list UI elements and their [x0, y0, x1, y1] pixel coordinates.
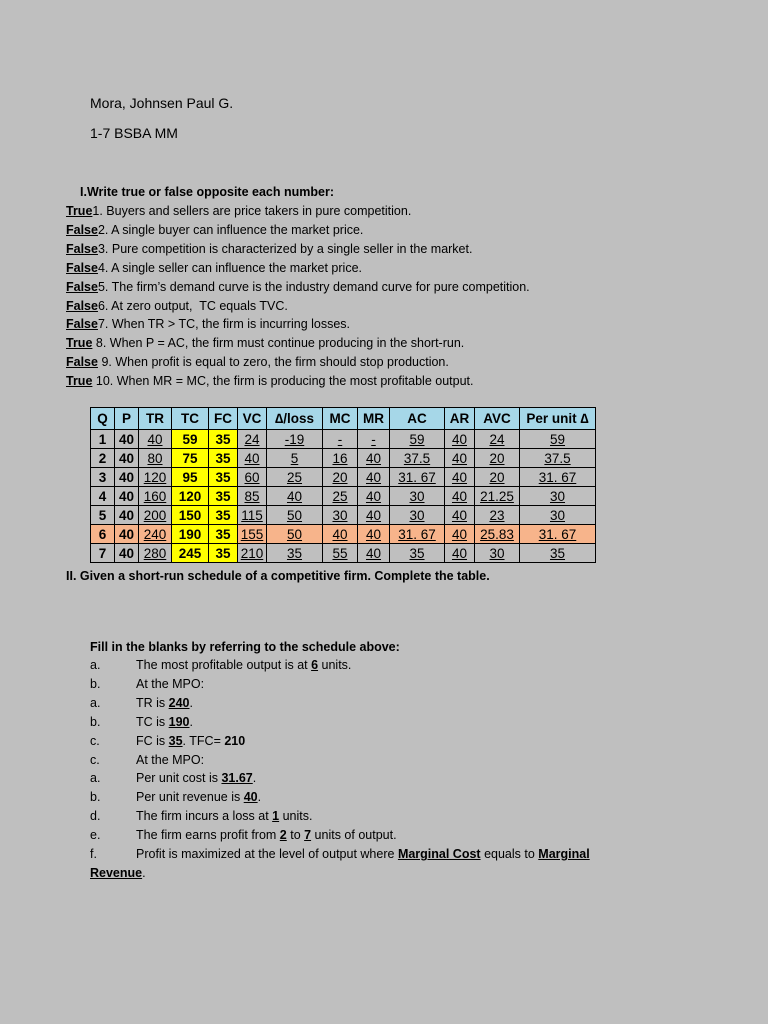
cell-value: 40 [286, 488, 303, 504]
student-section: 1-7 BSBA MM [90, 125, 178, 141]
fill-text: TC is [136, 714, 169, 729]
table-cell [267, 506, 323, 525]
cell-value: 40 [451, 469, 468, 485]
short-run-schedule-table [90, 407, 596, 563]
fill-line-2 [90, 675, 710, 694]
column-header: AC [390, 408, 445, 430]
table-cell [520, 487, 596, 506]
fill-text: equals to [480, 847, 539, 862]
table-cell [475, 487, 520, 506]
table-cell [475, 544, 520, 563]
cell-value: 25 [286, 469, 303, 485]
table-cell [115, 525, 139, 544]
cell-value: 37.5 [544, 450, 571, 466]
fill-line-6 [90, 751, 710, 770]
table-row [91, 468, 596, 487]
table-cell [520, 449, 596, 468]
table-cell [475, 506, 520, 525]
cell-value: 20 [332, 469, 348, 485]
cell-value: 31. 67 [538, 526, 577, 542]
table-cell [390, 544, 445, 563]
tf-answer: True [66, 204, 93, 218]
table-cell [445, 506, 475, 525]
cell-value: 31. 67 [398, 526, 436, 542]
fill-answer: 35 [168, 733, 183, 748]
table-cell [445, 525, 475, 544]
cell-value: 25 [332, 488, 348, 504]
table-cell [475, 449, 520, 468]
fill-line-7 [90, 769, 710, 788]
cell-value: - [371, 431, 376, 447]
table-cell [390, 506, 445, 525]
cell-value: 40 [365, 507, 382, 523]
table-cell [91, 506, 115, 525]
fill-text: The firm incurs a loss at [136, 809, 273, 824]
table-cell [172, 449, 209, 468]
table-cell [323, 506, 358, 525]
cell-value: 120 [178, 488, 202, 504]
cell-value: 30 [549, 507, 566, 523]
tf-answer: False [66, 298, 98, 313]
table-cell [475, 525, 520, 544]
tf-statement: 9. When profit is equal to zero, the firm should stop production. [97, 355, 449, 370]
cell-value: 40 [365, 526, 382, 542]
table-cell [520, 430, 596, 449]
cell-value: 40 [451, 431, 468, 447]
table-cell [323, 468, 358, 487]
table-cell [267, 544, 323, 563]
cell-value: 40 [365, 488, 382, 504]
cell-value: 40 [332, 526, 348, 542]
table-cell [91, 430, 115, 449]
cell-value: 40 [118, 488, 135, 504]
cell-value: 2 [98, 450, 107, 466]
cell-value: 190 [178, 526, 202, 542]
table-cell [172, 506, 209, 525]
table-cell [445, 487, 475, 506]
table-cell [323, 525, 358, 544]
cell-value: 35 [215, 488, 231, 504]
column-header: Per unit ∆ [520, 408, 596, 430]
cell-value: 35 [215, 469, 231, 485]
fill-line-3 [90, 694, 710, 713]
fill-text: . [252, 771, 257, 786]
fill-answer: Revenue [90, 865, 143, 880]
fill-text: . [257, 790, 262, 805]
fill-title: Fill in the blanks by referring to the schedule above: [90, 640, 400, 654]
table-cell [238, 506, 267, 525]
fill-answer: 31.67 [221, 771, 253, 786]
table-cell [172, 487, 209, 506]
fill-text: The most profitable output is at [136, 658, 312, 672]
cell-value: 35 [215, 507, 231, 523]
fill-text: . [189, 714, 193, 729]
fill-line-9 [90, 807, 710, 826]
table-cell [139, 487, 172, 506]
fill-text: units of output. [311, 828, 397, 843]
fill-label: a. [90, 658, 101, 672]
cell-value: 40 [147, 431, 163, 447]
table-row [91, 544, 596, 563]
fill-label: c. [90, 733, 100, 748]
cell-value: -19 [284, 431, 305, 447]
table-cell [445, 544, 475, 563]
table-cell [172, 468, 209, 487]
table-cell [520, 468, 596, 487]
table-cell [238, 487, 267, 506]
fill-text: TR is [136, 695, 169, 710]
cell-value: 160 [143, 488, 167, 504]
table-cell [115, 430, 139, 449]
student-name: Mora, Johnsen Paul G. [90, 95, 234, 111]
cell-value: 31. 67 [538, 469, 577, 485]
cell-value: 200 [143, 507, 167, 523]
column-header: P [115, 408, 139, 430]
table-cell [91, 525, 115, 544]
cell-value: 35 [286, 545, 303, 561]
cell-value: 40 [451, 545, 468, 561]
fill-text: Per unit revenue is [136, 790, 244, 805]
table-cell [445, 430, 475, 449]
tf-statement: 3. Pure competition is characterized by a single seller in the market. [97, 241, 473, 256]
fill-text: At the MPO: [136, 676, 205, 691]
cell-value: 40 [365, 469, 382, 485]
table-cell [358, 430, 390, 449]
table-cell [139, 468, 172, 487]
table-cell [267, 468, 323, 487]
tf-answer: False [66, 355, 98, 370]
tf-item [66, 221, 746, 240]
table-cell [115, 487, 139, 506]
tf-answer: False [66, 222, 98, 237]
table-cell [238, 430, 267, 449]
fill-text: At the MPO: [136, 752, 205, 767]
cell-value: 1 [98, 431, 107, 447]
column-header: AVC [475, 408, 520, 430]
table-cell [238, 525, 267, 544]
cell-value: 31. 67 [398, 469, 436, 485]
fill-label: b. [90, 714, 101, 729]
cell-value: 40 [118, 545, 135, 561]
table-cell [209, 430, 238, 449]
cell-value: 35 [215, 450, 231, 466]
cell-value: 80 [147, 450, 163, 466]
table-cell [209, 449, 238, 468]
column-header: AR [445, 408, 475, 430]
table-row [91, 525, 596, 544]
table-cell [390, 430, 445, 449]
cell-value: 280 [143, 545, 167, 561]
table-cell [390, 468, 445, 487]
table-cell [172, 525, 209, 544]
cell-value: 4 [98, 488, 107, 504]
fill-answer: Marginal Cost [397, 847, 481, 862]
cell-value: 40 [451, 450, 468, 466]
cell-value: 50 [286, 507, 303, 523]
cell-value: 240 [143, 526, 167, 542]
column-header: ∆/loss [267, 408, 323, 430]
tf-statement: 6. At zero output, TC equals TVC. [97, 298, 288, 313]
tf-statement: 4. A single seller can influence the market price. [97, 260, 363, 275]
tf-item [66, 259, 746, 278]
fill-label: c. [90, 752, 100, 767]
cell-value: 40 [118, 526, 135, 542]
fill-label: b. [90, 676, 101, 691]
cell-value: 59 [409, 431, 425, 447]
table-cell [238, 468, 267, 487]
cell-value: 35 [409, 545, 425, 561]
fill-line-11 [90, 845, 710, 864]
cell-value: 35 [215, 526, 231, 542]
table-cell [267, 487, 323, 506]
tf-statement: 1. Buyers and sellers are price takers in pure competition. [92, 204, 412, 218]
cell-value: 210 [240, 545, 264, 561]
cell-value: 37.5 [403, 450, 431, 466]
table-cell [390, 487, 445, 506]
fill-list [90, 656, 710, 883]
fill-answer: Marginal [538, 847, 590, 862]
table-cell [358, 487, 390, 506]
cell-value: 35 [215, 431, 231, 447]
table-cell [91, 468, 115, 487]
table-cell [115, 506, 139, 525]
cell-value: 155 [240, 526, 264, 542]
cell-value: 30 [489, 545, 505, 561]
fill-label: e. [90, 828, 101, 843]
fill-answer: 190 [168, 714, 190, 729]
table-cell [139, 506, 172, 525]
column-header: MR [358, 408, 390, 430]
tf-item [66, 278, 746, 297]
table-cell [209, 525, 238, 544]
fill-label: f. [90, 847, 97, 862]
cell-value: 115 [241, 507, 263, 523]
cell-value: 20 [489, 450, 505, 466]
column-header: FC [209, 408, 238, 430]
part1-title: I.Write true or false opposite each number: [80, 185, 334, 199]
fill-answer: 2 [279, 828, 287, 843]
fill-answer-tfc: 210 [224, 733, 246, 748]
cell-value: 23 [489, 507, 505, 523]
tf-answer: True [66, 336, 93, 351]
table-header-row [91, 408, 596, 430]
table-row [91, 506, 596, 525]
cell-value: 55 [332, 545, 348, 561]
column-header: MC [323, 408, 358, 430]
table-cell [520, 506, 596, 525]
table-cell [323, 449, 358, 468]
cell-value: 30 [549, 488, 566, 504]
cell-value: 75 [182, 450, 198, 466]
cell-value: 40 [451, 526, 468, 542]
cell-value: 20 [489, 469, 505, 485]
cell-value: 5 [98, 507, 107, 523]
cell-value: 30 [332, 507, 348, 523]
cell-value: 40 [365, 545, 382, 561]
fill-line-1 [90, 656, 710, 675]
cell-value: 40 [365, 450, 382, 466]
table-cell [209, 468, 238, 487]
table-cell [323, 430, 358, 449]
cell-value: - [337, 431, 343, 447]
cell-value: 24 [244, 431, 260, 447]
table-cell [238, 449, 267, 468]
cell-value: 24 [489, 431, 505, 447]
tf-answer: True [66, 374, 93, 389]
fill-text: units. [318, 658, 352, 672]
table-cell [139, 430, 172, 449]
cell-value: 60 [244, 469, 260, 485]
cell-value: 120 [143, 469, 167, 485]
fill-line-8 [90, 788, 710, 807]
fill-text: FC is [136, 733, 169, 748]
tf-answer: False [66, 241, 98, 256]
table-cell [323, 544, 358, 563]
cell-value: 30 [409, 507, 425, 523]
table-cell [475, 430, 520, 449]
table-cell [115, 449, 139, 468]
fill-label: a. [90, 771, 101, 786]
cell-value: 7 [98, 545, 107, 561]
fill-text: The firm earns profit from [136, 828, 280, 843]
fill-text: to [286, 828, 305, 843]
cell-value: 245 [178, 545, 202, 561]
fill-text: Profit is maximized at the level of output where [136, 847, 398, 862]
tf-item [66, 240, 746, 259]
tf-statement: 2. A single buyer can influence the market price. [97, 222, 364, 237]
tf-statement: 10. When MR = MC, the firm is producing the most profitable output. [92, 374, 474, 389]
table-cell [91, 487, 115, 506]
tf-item [66, 297, 746, 316]
cell-value: 40 [118, 450, 135, 466]
tf-statement: 7. When TR > TC, the firm is incurring losses. [97, 317, 351, 332]
table-cell [358, 544, 390, 563]
table-cell [238, 544, 267, 563]
table-cell [267, 430, 323, 449]
table-cell [445, 468, 475, 487]
cell-value: 25.83 [480, 526, 514, 542]
table-cell [390, 449, 445, 468]
column-header: Q [91, 408, 115, 430]
cell-value: 5 [290, 450, 299, 466]
tf-item [66, 202, 746, 221]
fill-label: d. [90, 809, 101, 824]
table-cell [390, 525, 445, 544]
cell-value: 85 [244, 488, 260, 504]
fill-text: Per unit cost is [136, 771, 222, 786]
table-cell [172, 430, 209, 449]
table-cell [209, 544, 238, 563]
cell-value: 95 [182, 469, 198, 485]
fill-label: b. [90, 790, 101, 805]
table-cell [445, 449, 475, 468]
cell-value: 16 [332, 450, 348, 466]
tf-answer: False [66, 317, 98, 332]
column-header: TR [139, 408, 172, 430]
table-row [91, 430, 596, 449]
fill-line-5 [90, 732, 710, 751]
fill-line-4 [90, 713, 710, 732]
cell-value: 35 [549, 545, 566, 561]
cell-value: 40 [118, 507, 135, 523]
cell-value: 35 [215, 545, 231, 561]
table-cell [475, 468, 520, 487]
tf-statement: 8. When P = AC, the firm must continue producing in the short-run. [92, 336, 465, 351]
tf-answer: False [66, 260, 98, 275]
table-cell [358, 468, 390, 487]
cell-value: 40 [451, 488, 468, 504]
table-cell [209, 487, 238, 506]
table-cell [358, 506, 390, 525]
tf-item [66, 334, 746, 353]
column-header: VC [238, 408, 267, 430]
cell-value: 3 [98, 469, 107, 485]
cell-value: 59 [182, 431, 198, 447]
fill-answer: 40 [243, 790, 258, 805]
tf-statement: 5. The firm’s demand curve is the industry demand curve for pure competition. [97, 279, 530, 294]
table-cell [267, 449, 323, 468]
fill-text: . [189, 695, 193, 710]
true-false-list [66, 202, 746, 391]
table-row [91, 449, 596, 468]
fill-text: . TFC= [182, 733, 225, 748]
tf-answer: False [66, 279, 98, 294]
table-cell [267, 525, 323, 544]
fill-answer: 6 [311, 658, 319, 672]
fill-answer: 7 [304, 828, 312, 843]
fill-line-11-cont [90, 864, 710, 883]
table-cell [139, 544, 172, 563]
cell-value: 40 [244, 450, 260, 466]
table-cell [115, 468, 139, 487]
table-cell [209, 506, 238, 525]
fill-answer: 240 [168, 695, 190, 710]
table-cell [520, 525, 596, 544]
cell-value: 6 [98, 526, 107, 542]
cell-value: 30 [409, 488, 425, 504]
part2-title: II. Given a short-run schedule of a competitive firm. Complete the table. [66, 569, 490, 583]
cell-value: 150 [178, 507, 202, 523]
table-cell [172, 544, 209, 563]
cell-value: 40 [451, 507, 468, 523]
table-cell [139, 525, 172, 544]
cell-value: 50 [286, 526, 303, 542]
fill-text: units. [279, 809, 313, 824]
table-cell [115, 544, 139, 563]
tf-item [66, 353, 746, 372]
table-cell [358, 525, 390, 544]
table-cell [91, 544, 115, 563]
table-cell [323, 487, 358, 506]
tf-item [66, 372, 746, 391]
column-header: TC [172, 408, 209, 430]
fill-text: . [142, 865, 146, 880]
cell-value: 59 [549, 431, 566, 447]
fill-label: a. [90, 695, 101, 710]
tf-item [66, 315, 746, 334]
cell-value: 40 [118, 431, 135, 447]
table-cell [358, 449, 390, 468]
cell-value: 21.25 [480, 488, 514, 504]
table-cell [91, 449, 115, 468]
table-row [91, 487, 596, 506]
table-cell [520, 544, 596, 563]
fill-answer: 1 [272, 809, 280, 824]
table-cell [139, 449, 172, 468]
fill-line-10 [90, 826, 710, 845]
cell-value: 40 [118, 469, 135, 485]
